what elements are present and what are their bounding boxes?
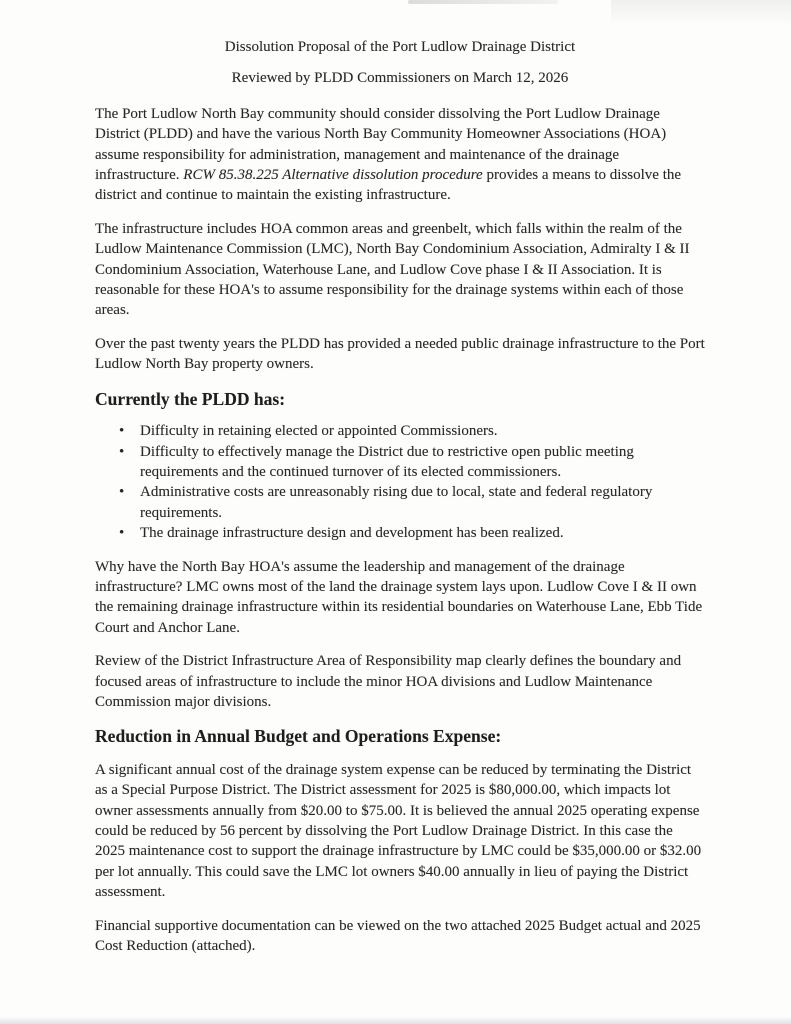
list-item-text: Administrative costs are unreasonably rising due to local, state and federal regulatory requirements.: [140, 484, 653, 521]
bullet-marker: •: [119, 443, 125, 460]
scan-artifact-top-smudge: [408, 0, 558, 4]
list-item: [95, 482, 705, 523]
scan-artifact-bottom-band: [0, 1017, 791, 1024]
bullet-marker: •: [119, 423, 125, 440]
scan-artifact-top-right-shading: [611, 0, 791, 26]
bullet-marker: •: [119, 484, 125, 501]
currently-bullet-list: [95, 421, 705, 543]
paragraph-infrastructure: The infrastructure includes HOA common areas and greenbelt, which falls within the realm of the Ludlow Maintenance Commission (LMC), North Bay Condominium Association, Admiralty I & II Condominium Association, Waterhouse Lane, and Ludlow Cove phase I & II Association. It is reasonable for these HOA's to assume responsibility for the drainage systems within each of those areas.: [95, 220, 690, 319]
paragraph-why-hoa: Why have the North Bay HOA's assume the leadership and management of the drainage infrastructure? LMC owns most of the land the drainage system lays upon. Ludlow Cove I & II own the remaining drainage infrastructure within its residential boundaries on Waterhouse Lane, Ebb Tide Court and Anchor Lane.: [95, 558, 703, 636]
paragraph-intro-text-after: provides a means to dissolve the district and continue to maintain the existing infrastructure.: [95, 167, 682, 204]
list-item-text: The drainage infrastructure design and development has been realized.: [140, 525, 564, 542]
paragraph-intro-text: The Port Ludlow North Bay community should consider dissolving the Port Ludlow Drainage District (PLDD) and have the various North Bay Community Homeowner Associations (HOA) assume responsibility for administration, management and maintenance of the drainage infrastructure.: [95, 105, 667, 184]
paragraph-map-review: Review of the District Infrastructure Area of Responsibility map clearly defines the boundary and focused areas of infrastructure to include the minor HOA divisions and Ludlow Maintenance Commission major divisions.: [95, 653, 682, 710]
list-item-text: Difficulty in retaining elected or appointed Commissioners.: [140, 423, 498, 440]
paragraph-intro: [95, 104, 705, 206]
document-title: Dissolution Proposal of the Port Ludlow Drainage District: [224, 39, 576, 55]
paragraph-financial-docs: Financial supportive documentation can be viewed on the two attached 2025 Budget actual and 2025 Cost Reduction (attached).: [95, 917, 701, 955]
bullet-marker: •: [119, 525, 125, 542]
section-heading-reduction: Reduction in Annual Budget and Operations Expense:: [95, 726, 502, 747]
list-item: [95, 442, 705, 483]
paragraph-history: Over the past twenty years the PLDD has provided a needed public drainage infrastructure to the Port Ludlow North Bay property owners.: [95, 335, 705, 373]
list-item: [95, 523, 705, 543]
rcw-citation: RCW 85.38.225 Alternative dissolution procedure: [183, 167, 483, 184]
section-heading-currently: Currently the PLDD has:: [95, 388, 286, 409]
document-subtitle: Reviewed by PLDD Commissioners on March 12, 2026: [231, 70, 569, 87]
list-item: [95, 421, 705, 441]
paragraph-budget: A significant annual cost of the drainage system expense can be reduced by terminating the District as a Special Purpose District. The District assessment for 2025 is $80,000.00, which impacts lot owner assessments annually from $20.00 to $75.00. It is believed the annual 2025 operating expense could be reduced by 56 percent by dissolving the Port Ludlow Drainage District. In this case the 2025 maintenance cost to support the drainage infrastructure by LMC could be $35,000.00 or $32.00 per lot annually. This could save the LMC lot owners $40.00 annually in lieu of paying the District assessment.: [95, 761, 702, 901]
list-item-text: Difficulty to effectively manage the District due to restrictive open public meeting requirements and the continued turnover of its elected commissioners.: [140, 443, 634, 480]
